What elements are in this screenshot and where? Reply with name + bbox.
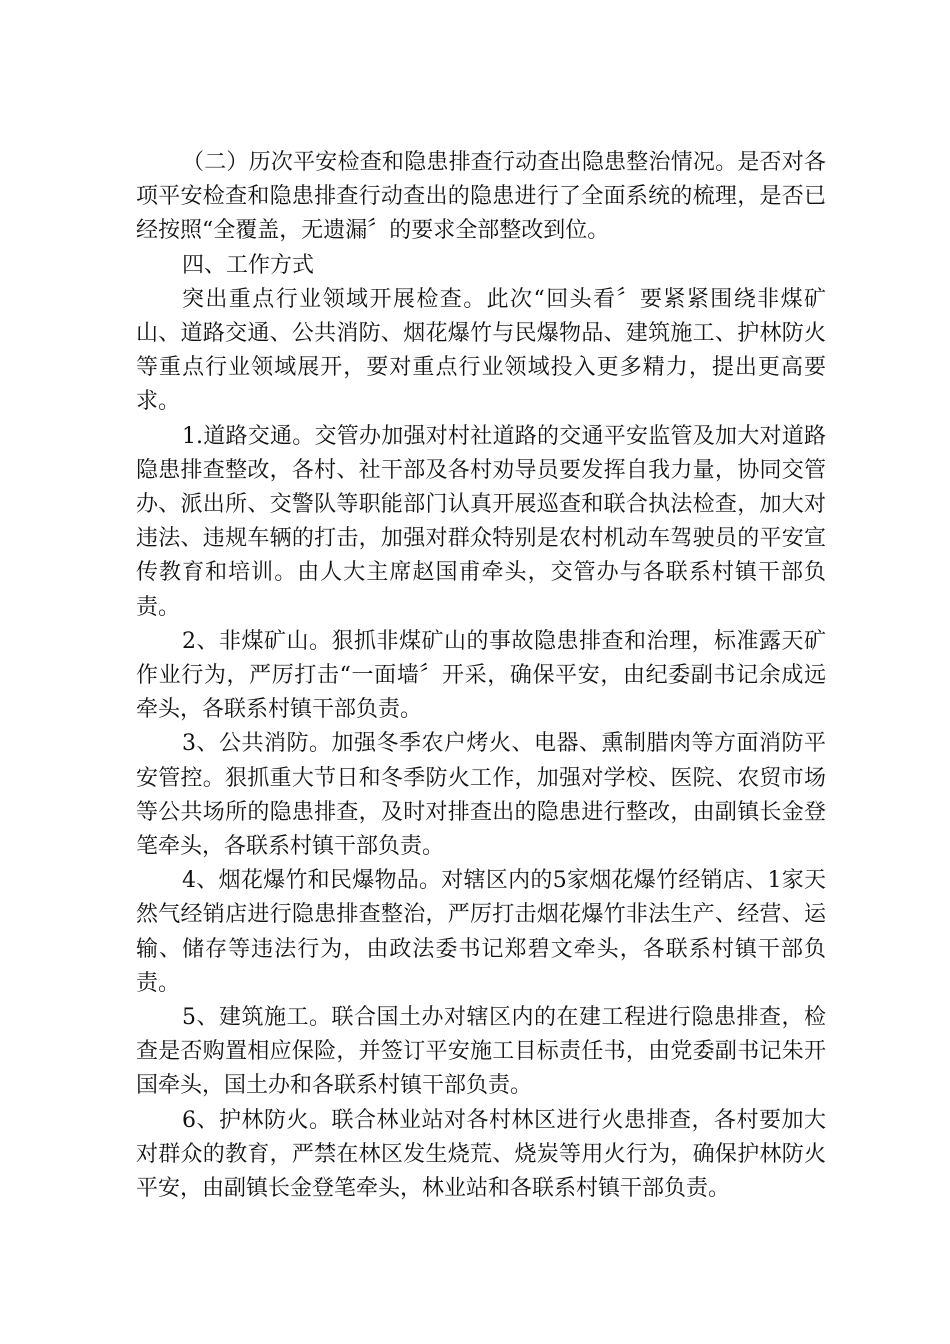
paragraph-forest-fire: 6、护林防火。联合林业站对各村林区进行火患排查，各村要加大对群众的教育，严禁在林区发生烧荒、烧炭等用火行为，确保护林防火平安，由副镇长金登笔牵头，林业站和各联系村镇干部负责。 [136, 1107, 826, 1202]
document-body [136, 146, 826, 1206]
paragraph-key-industries: 突出重点行业领域开展检查。此次“回头看〞要紧紧围绕非煤矿山、道路交通、公共消防、烟花爆竹与民爆物品、建筑施工、护林防火等重点行业领域展开，要对重点行业领域投入更多精力，提出更高要求。 [136, 286, 826, 415]
paragraph-non-coal-mines: 2、非煤矿山。狠抓非煤矿山的事故隐患排查和治理，标准露天矿作业行为，严厉打击“一面墙〞开采，确保平安，由纪委副书记余成远牵头，各联系村镇干部负责。 [136, 628, 826, 723]
paragraph-public-fire-safety: 3、公共消防。加强冬季农户烤火、电器、熏制腊肉等方面消防平安管控。狠抓重大节日和冬季防火工作，加强对学校、医院、农贸市场等公共场所的隐患排查，及时对排查出的隐患进行整改，由副镇长金登笔牵头，各联系村镇干部负责。 [136, 731, 826, 860]
paragraph-inspection-history: （二）历次平安检查和隐患排查行动查出隐患整治情况。是否对各项平安检查和隐患排查行动查出的隐患进行了全面系统的梳理，是否已经按照“全覆盖，无遗漏〞的要求全部整改到位。 [136, 150, 826, 244]
paragraph-road-traffic: 1.道路交通。交管办加强对村社道路的交通平安监管及加大对道路隐患排查整改，各村、社干部及各村劝导员要发挥自我力量，协同交管办、派出所、交警队等职能部门认真开展巡查和联合执法检查，加大对违法、违规车辆的打击，加强对群众特别是农村机动车驾驶员的平安宣传教育和培训。由人大主席赵国甫牵头，交管办与各联系村镇干部负责。 [136, 423, 826, 620]
paragraph-fireworks: 4、烟花爆竹和民爆物品。对辖区内的5家烟花爆竹经销店、1家天然气经销店进行隐患排查整治，严厉打击烟花爆竹非法生产、经营、运输、储存等违法行为，由政法委书记郑碧文牵头，各联系村镇干部负责。 [136, 868, 826, 996]
heading-work-methods: 四、工作方式 [182, 252, 315, 278]
paragraph-construction: 5、建筑施工。联合国土办对辖区内的在建工程进行隐患排查，检查是否购置相应保险，并签订平安施工目标责任书，由党委副书记朱开国牵头，国土办和各联系村镇干部负责。 [136, 1005, 826, 1099]
